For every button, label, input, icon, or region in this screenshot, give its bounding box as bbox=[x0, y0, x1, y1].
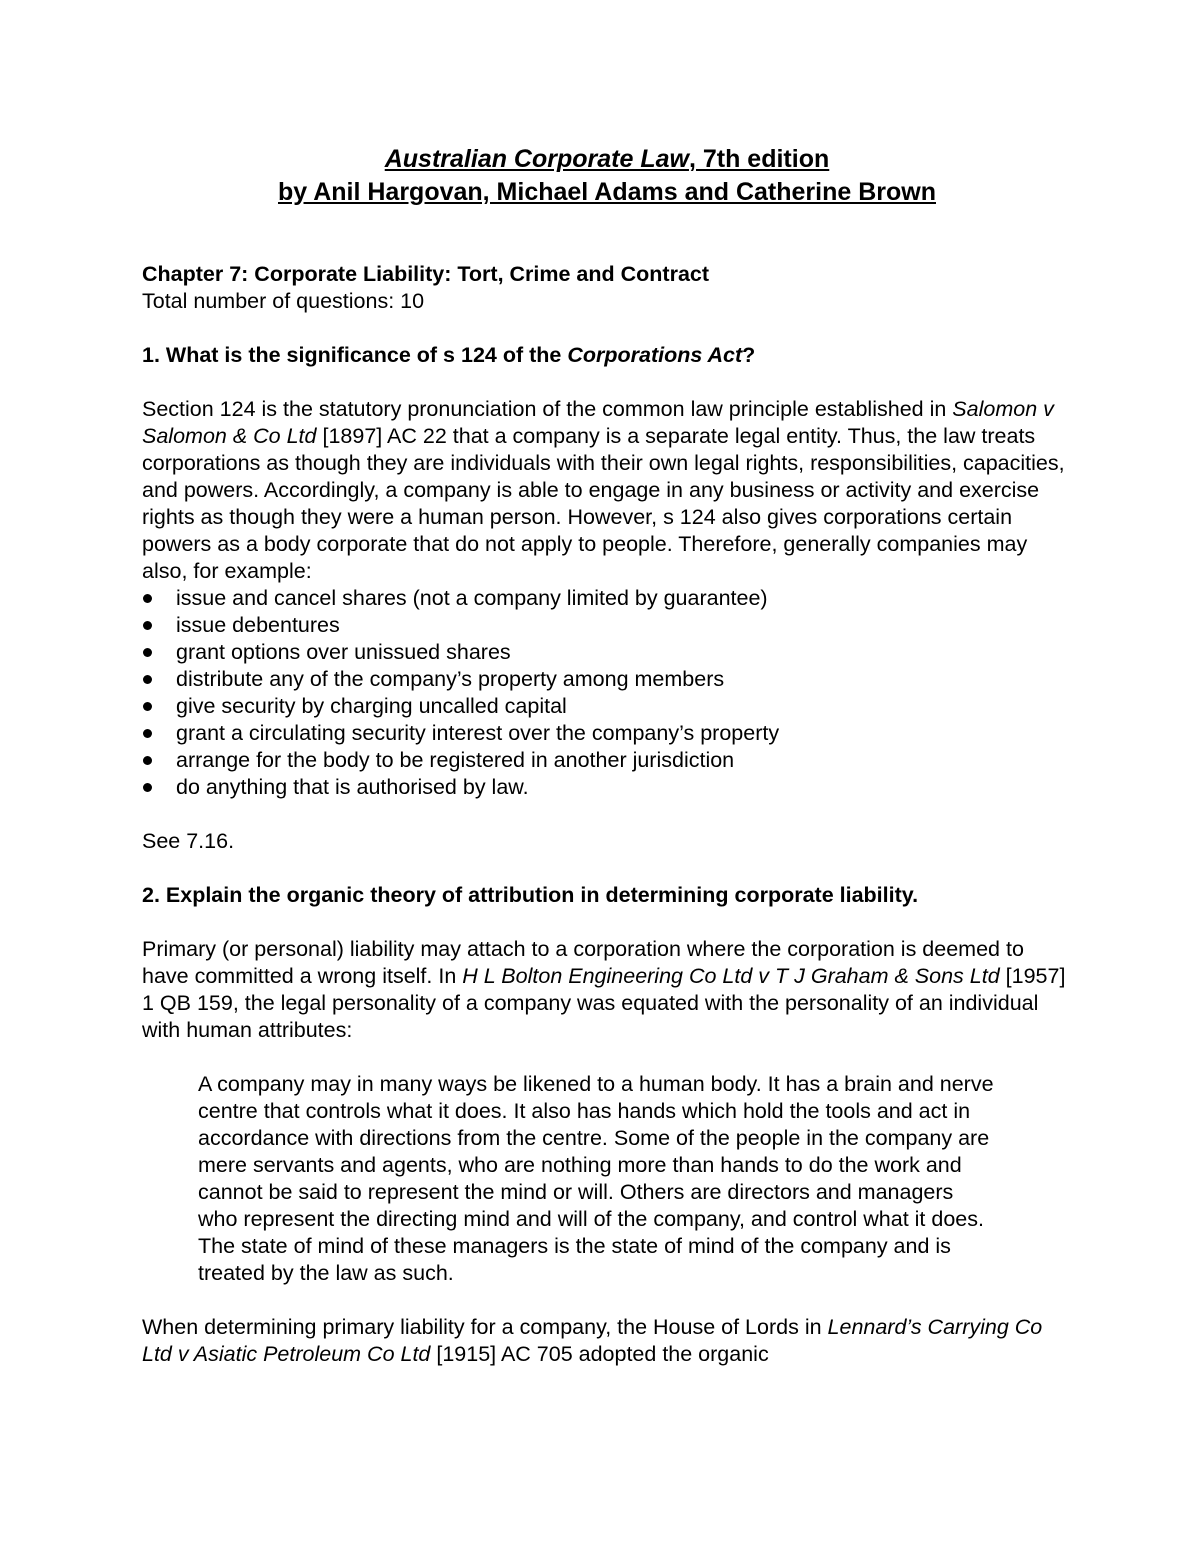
list-item-text: grant a circulating security interest over the company’s property bbox=[176, 721, 780, 745]
answer-2-paragraph-1 bbox=[142, 936, 1072, 1044]
question-1-act: Corporations Act bbox=[567, 343, 743, 367]
list-item bbox=[142, 612, 1072, 639]
answer-2-text-a: Primary (or personal) liability may attach to a corporation where the corporation is deemed to have committed a wrong itself. In bbox=[142, 937, 1024, 988]
bullet-icon bbox=[143, 702, 152, 711]
list-item bbox=[142, 774, 1072, 801]
bullet-icon bbox=[143, 756, 152, 765]
list-item-text: distribute any of the company’s property among members bbox=[176, 667, 725, 691]
question-1-prefix: 1. What is the significance of s 124 of the bbox=[142, 343, 568, 367]
list-item-text: do anything that is authorised by law. bbox=[176, 775, 529, 799]
answer-1-paragraph bbox=[142, 396, 1072, 585]
total-questions: Total number of questions: 10 bbox=[142, 289, 425, 313]
list-item-text: give security by charging uncalled capital bbox=[176, 694, 567, 718]
answer-2-text-b: [1957] 1 QB 159, the legal personality of a company was equated with the personality of an individual with human attributes: bbox=[142, 964, 1066, 1042]
question-2: 2. Explain the organic theory of attribution in determining corporate liability. bbox=[142, 883, 919, 907]
list-item bbox=[142, 720, 1072, 747]
book-title-line bbox=[142, 143, 1072, 176]
list-item-text: issue debentures bbox=[176, 613, 340, 637]
list-item bbox=[142, 666, 1072, 693]
answer-2-paragraph-2 bbox=[142, 1314, 1072, 1368]
answer-1-text-b: [1897] AC 22 that a company is a separate legal entity. Thus, the law treats corporations as though they are individuals with their own legal rights, responsibilities, capacities, and powers. Accordingly, a company is able to engage in any business or activity and exercise rights as though they were a human person. However, s 124 also gives corporations certain powers as a body corporate that do not apply to people. Therefore, generally companies may also, for example: bbox=[142, 424, 1065, 583]
bullet-icon bbox=[143, 675, 152, 684]
answer-1-text-a: Section 124 is the statutory pronunciation of the common law principle established in bbox=[142, 397, 953, 421]
answer-2-case: H L Bolton Engineering Co Ltd v T J Graham & Sons Ltd bbox=[462, 964, 1000, 988]
bullet-icon bbox=[143, 648, 152, 657]
powers-list bbox=[142, 585, 1072, 801]
list-item-text: issue and cancel shares (not a company limited by guarantee) bbox=[176, 586, 768, 610]
book-title: Australian Corporate Law bbox=[384, 145, 689, 173]
list-item bbox=[142, 639, 1072, 666]
document-body bbox=[142, 143, 1072, 1368]
answer-2-p2-text-b: [1915] AC 705 adopted the organic bbox=[430, 1342, 769, 1366]
book-authors: by Anil Hargovan, Michael Adams and Catherine Brown bbox=[278, 178, 936, 206]
book-edition: , 7th edition bbox=[688, 145, 830, 173]
bullet-icon bbox=[143, 783, 152, 792]
list-item bbox=[142, 693, 1072, 720]
answer-1-reference: See 7.16. bbox=[142, 829, 235, 853]
bullet-icon bbox=[143, 621, 152, 630]
list-item-text: grant options over unissued shares bbox=[176, 640, 511, 664]
bullet-icon bbox=[143, 594, 152, 603]
block-quote: A company may in many ways be likened to a human body. It has a brain and nerve centre that controls what it does. It also has hands which hold the tools and act in accordance with directions from the centre. Some of the people in the company are mere servants and agents, who are nothing more than hands to do the work and cannot be said to represent the mind or will. Others are directors and managers who represent the directing mind and will of the company, and control what it does. The state of mind of these managers is the state of mind of the company and is treated by the law as such. bbox=[198, 1072, 994, 1285]
answer-2-p2-case: Lennard’s Carrying Co Ltd v Asiatic Petroleum Co Ltd bbox=[142, 1315, 1043, 1366]
list-item bbox=[142, 747, 1072, 774]
question-1-suffix: ? bbox=[742, 343, 756, 367]
list-item-text: arrange for the body to be registered in another jurisdiction bbox=[176, 748, 735, 772]
answer-2-p2-text-a: When determining primary liability for a company, the House of Lords in bbox=[142, 1315, 828, 1339]
bullet-icon bbox=[143, 729, 152, 738]
answer-1-case: Salomon v Salomon & Co Ltd bbox=[142, 397, 1054, 448]
question-1 bbox=[142, 342, 1072, 369]
title-block bbox=[142, 143, 1072, 209]
chapter-heading: Chapter 7: Corporate Liability: Tort, Crime and Contract bbox=[142, 262, 710, 286]
list-item bbox=[142, 585, 1072, 612]
